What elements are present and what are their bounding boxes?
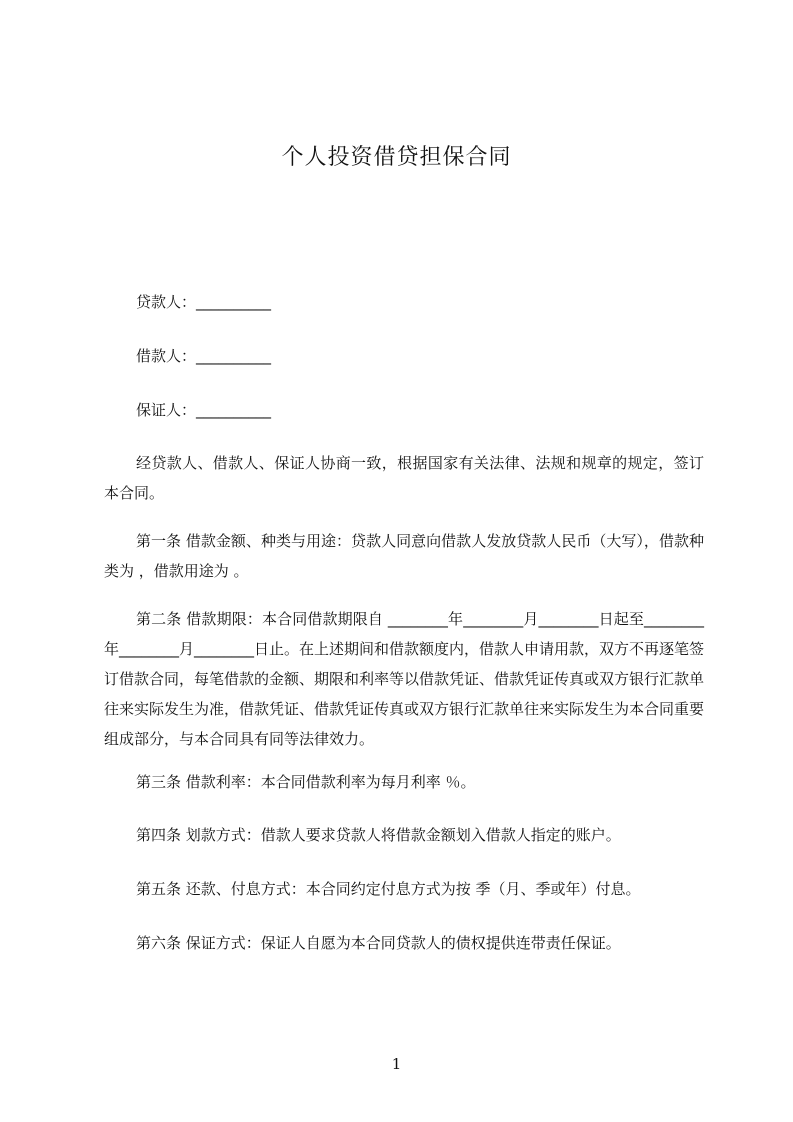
borrower-line: 借款人：__________ (136, 347, 272, 365)
article-3-paragraph: 第三条 借款利率：本合同借款利率为每月利率 ％。 (136, 773, 476, 791)
preamble-paragraph: 经贷款人、借款人、保证人协商一致，根据国家有关法律、法规和规章的规定，签订本合同。 (104, 454, 704, 502)
article-6-paragraph: 第六条 保证方式：保证人自愿为本合同贷款人的债权提供连带责任保证。 (136, 934, 621, 952)
article-4-paragraph: 第四条 划款方式：借款人要求贷款人将借款金额划入借款人指定的账户。 (136, 826, 621, 844)
article-1-paragraph: 第一条 借款金额、种类与用途：贷款人同意向借款人发放贷款人民币（大写），借款种类为 ，借款用途为 。 (104, 532, 704, 580)
article-2-paragraph: 第二条 借款期限：本合同借款期限自 ________年________月________日起至________年________月________日止。在上述期间和借款额度内，借款人申请用款，双方不再逐笔签订借款合同，每笔借款的金额、期限和利率等以借款凭证、借款凭证传真或双方银行汇款单往来实际发生为准，借款凭证、借款凭证传真或双方银行汇款单往来实际发生为本合同重要组成部分，与本合同具有同等法律效力。 (104, 610, 705, 748)
guarantor-line: 保证人：__________ (136, 401, 272, 419)
article-5-paragraph: 第五条 还款、付息方式：本合同约定付息方式为按 季（月、季或年）付息。 (136, 880, 641, 898)
document-title: 个人投资借贷担保合同 (281, 145, 512, 170)
lender-line: 贷款人：__________ (136, 293, 272, 311)
page-number: 1 (391, 1055, 402, 1073)
